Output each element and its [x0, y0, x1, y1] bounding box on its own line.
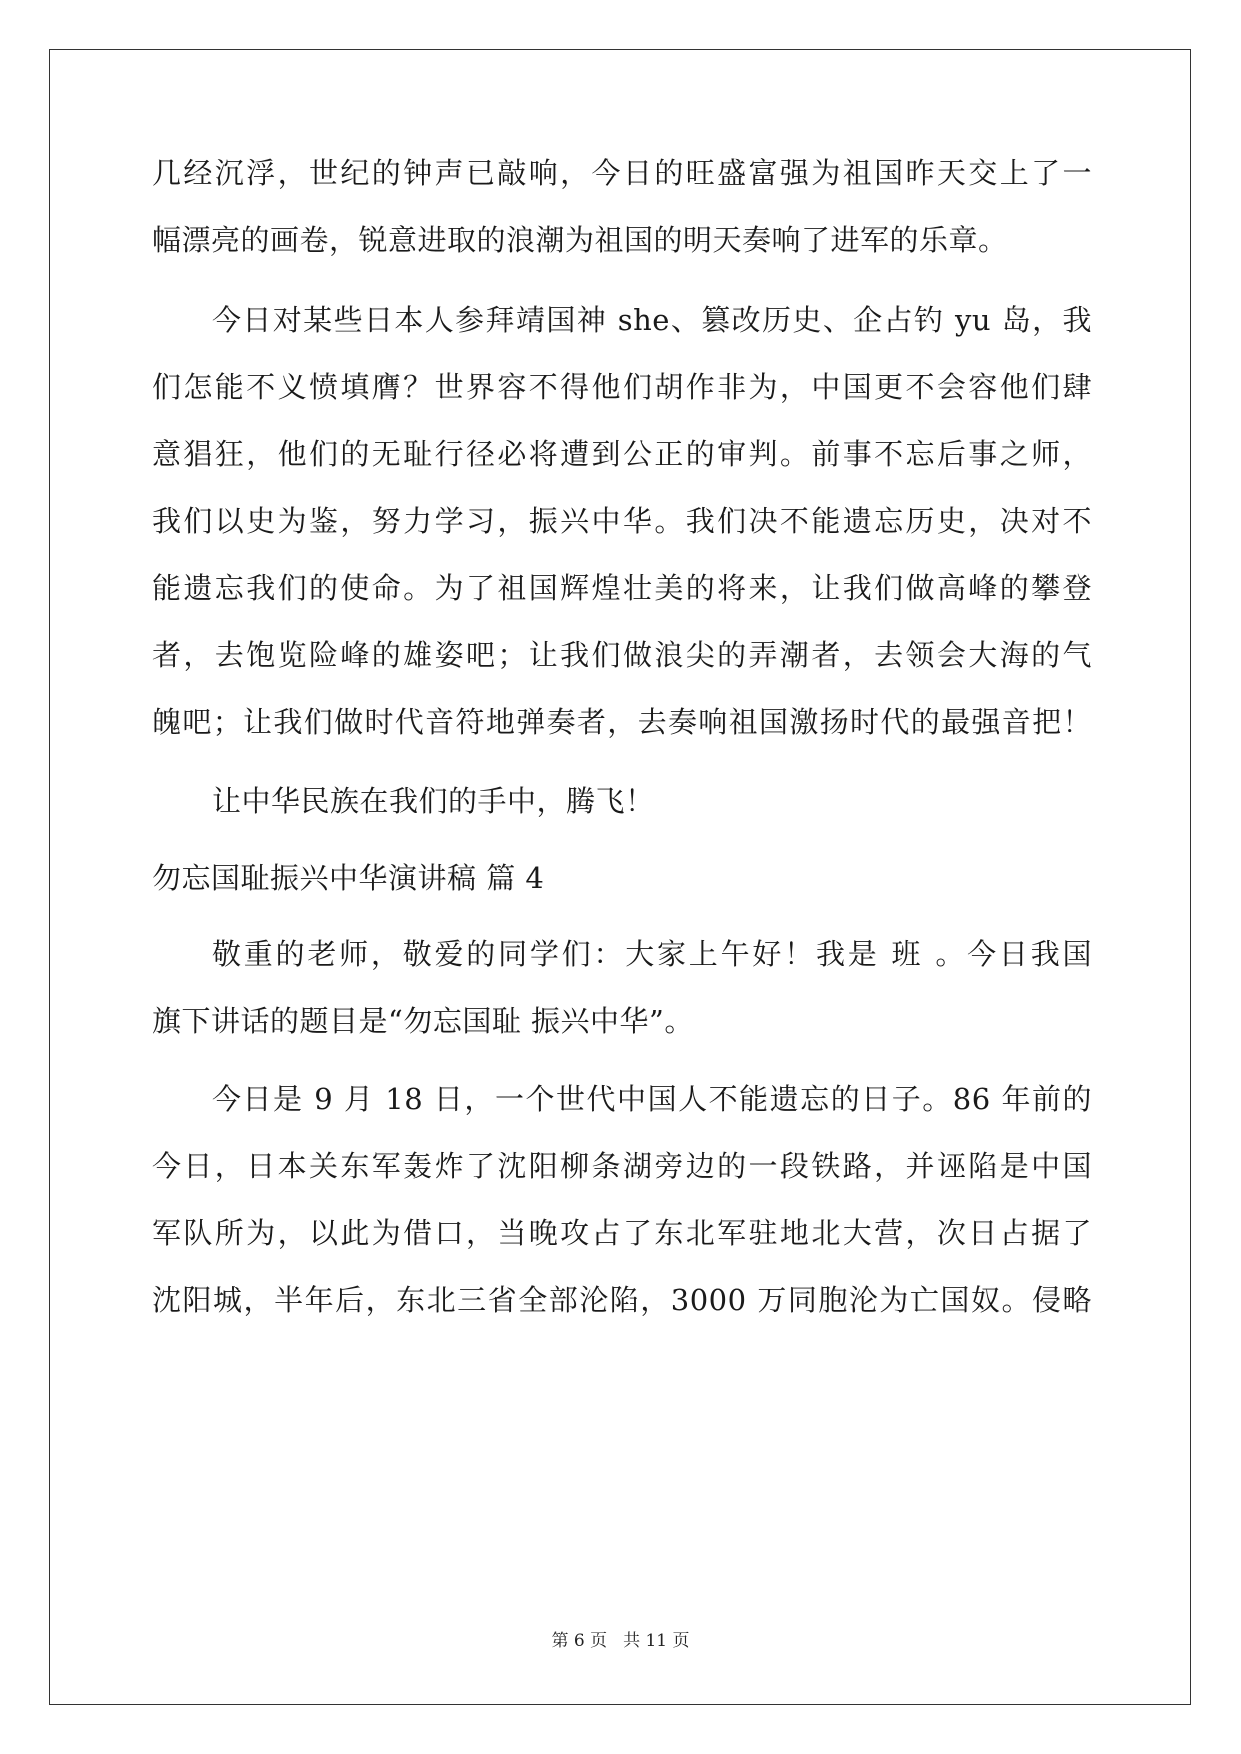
page-number: 第 6 页: [551, 1631, 608, 1651]
paragraph-line: 今日，日本关东军轰炸了沈阳柳条湖旁边的一段铁路，并诬陷是中国: [152, 1149, 1092, 1183]
paragraph-line: 们怎能不义愤填膺？世界容不得他们胡作非为，中国更不会容他们肆: [152, 370, 1092, 404]
section-heading: 勿忘国耻振兴中华演讲稿 篇 4: [152, 861, 545, 895]
paragraph-line: 意猖狂，他们的无耻行径必将遭到公正的审判。前事不忘后事之师，: [152, 437, 1092, 471]
paragraph-line: 魄吧；让我们做时代音符地弹奏者，去奏响祖国激扬时代的最强音把！: [152, 705, 1092, 739]
paragraph-line: 几经沉浮，世纪的钟声已敲响，今日的旺盛富强为祖国昨天交上了一: [152, 156, 1092, 190]
paragraph-line: 我们以史为鉴，努力学习，振兴中华。我们决不能遗忘历史，决对不: [152, 504, 1092, 538]
paragraph-line: 军队所为，以此为借口，当晚攻占了东北军驻地北大营，次日占据了: [152, 1216, 1092, 1250]
paragraph-line: 旗下讲话的题目是“勿忘国耻 振兴中华”。: [152, 1004, 694, 1038]
paragraph-line: 让中华民族在我们的手中，腾飞！: [212, 784, 655, 818]
page-total: 共 11 页: [623, 1631, 690, 1651]
paragraph-line: 敬重的老师，敬爱的同学们：大家上午好！我是 班 。今日我国: [212, 937, 1092, 971]
paragraph-line: 幅漂亮的画卷，锐意进取的浪潮为祖国的明天奏响了进军的乐章。: [152, 223, 1008, 257]
paragraph-line: 者，去饱览险峰的雄姿吧；让我们做浪尖的弄潮者，去领会大海的气: [152, 638, 1092, 672]
paragraph-line: 今日对某些日本人参拜靖国神 she、篡改历史、企占钓 yu 岛，我: [212, 303, 1092, 337]
page-footer: [0, 1630, 1241, 1652]
paragraph-line: 能遗忘我们的使命。为了祖国辉煌壮美的将来，让我们做高峰的攀登: [152, 571, 1092, 605]
paragraph-line: 沈阳城，半年后，东北三省全部沦陷，3000 万同胞沦为亡国奴。侵略: [152, 1283, 1092, 1317]
paragraph-line: 今日是 9 月 18 日，一个世代中国人不能遗忘的日子。86 年前的: [212, 1082, 1092, 1116]
